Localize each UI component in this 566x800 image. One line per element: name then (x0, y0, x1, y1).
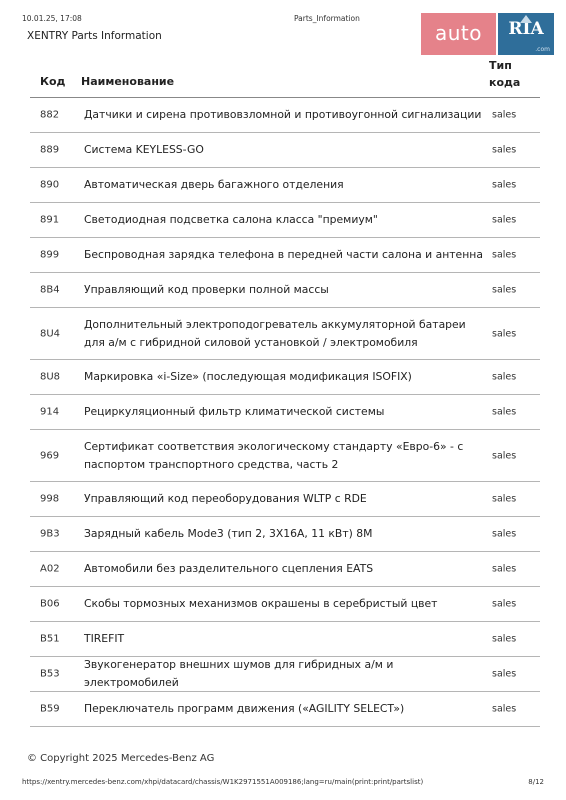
row-code: A02 (40, 563, 60, 575)
row-type: sales (492, 328, 517, 339)
page-number: 8/12 (528, 778, 544, 786)
app-title: XENTRY Parts Information (27, 30, 162, 42)
logo-roof-icon (520, 15, 532, 23)
logo-ria-text: RIA (508, 19, 544, 39)
table-row (30, 308, 540, 360)
row-type: sales (492, 144, 517, 156)
row-name: Светодиодная подсветка салона класса "премиум" (84, 213, 378, 226)
table-row (30, 203, 540, 238)
row-name: Маркировка «i-Size» (последующая модификация ISOFIX) (84, 370, 412, 383)
print-datetime: 10.01.25, 17:08 (22, 14, 82, 23)
row-name: Автомобили без разделительного сцепления EATS (84, 562, 374, 575)
table-row (30, 168, 540, 203)
logo-auto: auto (421, 13, 496, 55)
row-type: sales (492, 214, 517, 226)
table-row (30, 517, 540, 552)
table-row (30, 622, 540, 657)
row-code: 899 (40, 249, 60, 261)
row-type: sales (492, 703, 517, 715)
row-name: Скобы тормозных механизмов окрашены в серебристый цвет (84, 597, 438, 610)
table-header (30, 52, 540, 98)
row-name: Дополнительный электроподогреватель аккумуляторной батареи для а/м с гибридной силовой установкой / электромобиля (84, 317, 466, 349)
table-row (30, 395, 540, 430)
row-code: B53 (40, 668, 60, 680)
row-name: Звукогенератор внешних шумов для гибридных а/м и электромобилей (84, 658, 394, 689)
table-row (30, 430, 540, 482)
table-row (30, 552, 540, 587)
row-type: sales (492, 109, 517, 121)
logo-ria-suffix: .com (535, 46, 550, 53)
row-type: sales (492, 450, 517, 461)
row-name: Переключатель программ движения («AGILITY SELECT») (84, 702, 405, 715)
row-name: Зарядный кабель Mode3 (тип 2, 3X16A, 11 кВт) 8M (84, 527, 373, 540)
table-row (30, 238, 540, 273)
table-row (30, 273, 540, 308)
row-code: 9B3 (40, 528, 60, 540)
row-name: Система KEYLESS-GO (84, 143, 204, 156)
header-name: Наименование (81, 75, 175, 88)
row-code: 8U8 (40, 371, 61, 383)
parts-table (30, 52, 540, 727)
row-code: B59 (40, 703, 60, 715)
row-type: sales (492, 406, 517, 418)
row-type: sales (492, 493, 517, 505)
row-name: Управляющий код проверки полной массы (84, 283, 329, 296)
print-url: https://xentry.mercedes-benz.com/xhpi/datacard/chassis/W1K2971551A009186;lang=ru/main(print:print/partslist) (22, 778, 424, 786)
table-row (30, 482, 540, 517)
row-code: B51 (40, 633, 60, 645)
row-type: sales (492, 633, 517, 645)
row-code: B06 (40, 598, 60, 610)
row-type: sales (492, 284, 517, 296)
row-code: 890 (40, 179, 60, 191)
row-name: Беспроводная зарядка телефона в передней части салона и антенна (84, 248, 483, 261)
print-title: Parts_Information (294, 14, 360, 23)
row-code: 882 (40, 109, 60, 121)
row-type: sales (492, 179, 517, 191)
row-name: Сертификат соответствия экологическому стандарту «Евро-6» - с паспортом транспортного средства, часть 2 (84, 439, 464, 471)
row-code: 891 (40, 214, 60, 226)
table-row (30, 133, 540, 168)
copyright: © Copyright 2025 Mercedes-Benz AG (27, 753, 215, 764)
auto-ria-watermark-logo (421, 13, 554, 55)
row-code: 889 (40, 144, 60, 156)
row-name: TIREFIT (84, 632, 125, 645)
row-name: Автоматическая дверь багажного отделения (84, 178, 344, 191)
row-name: Рециркуляционный фильтр климатической системы (84, 405, 385, 418)
header-code: Код (40, 75, 66, 88)
row-type: sales (492, 371, 517, 383)
row-name: Датчики и сирена противовзломной и противоугонной сигнализации (84, 108, 482, 121)
row-type: sales (492, 249, 517, 261)
table-row (30, 360, 540, 395)
table-row (30, 98, 540, 133)
header-type: Тип кода (489, 59, 521, 89)
row-code: 914 (40, 406, 60, 418)
row-name: Управляющий код переоборудования WLTP с RDE (84, 492, 367, 505)
table-row (30, 692, 540, 727)
row-type: sales (492, 528, 517, 540)
row-code: 8B4 (40, 284, 60, 296)
row-type: sales (492, 563, 517, 575)
row-type: sales (492, 598, 517, 610)
table-row (30, 657, 540, 692)
row-type: sales (492, 668, 517, 680)
table-row (30, 587, 540, 622)
row-code: 969 (40, 450, 60, 461)
row-code: 998 (40, 493, 60, 505)
logo-ria (498, 13, 554, 55)
row-code: 8U4 (40, 328, 61, 339)
table-body (30, 98, 540, 727)
